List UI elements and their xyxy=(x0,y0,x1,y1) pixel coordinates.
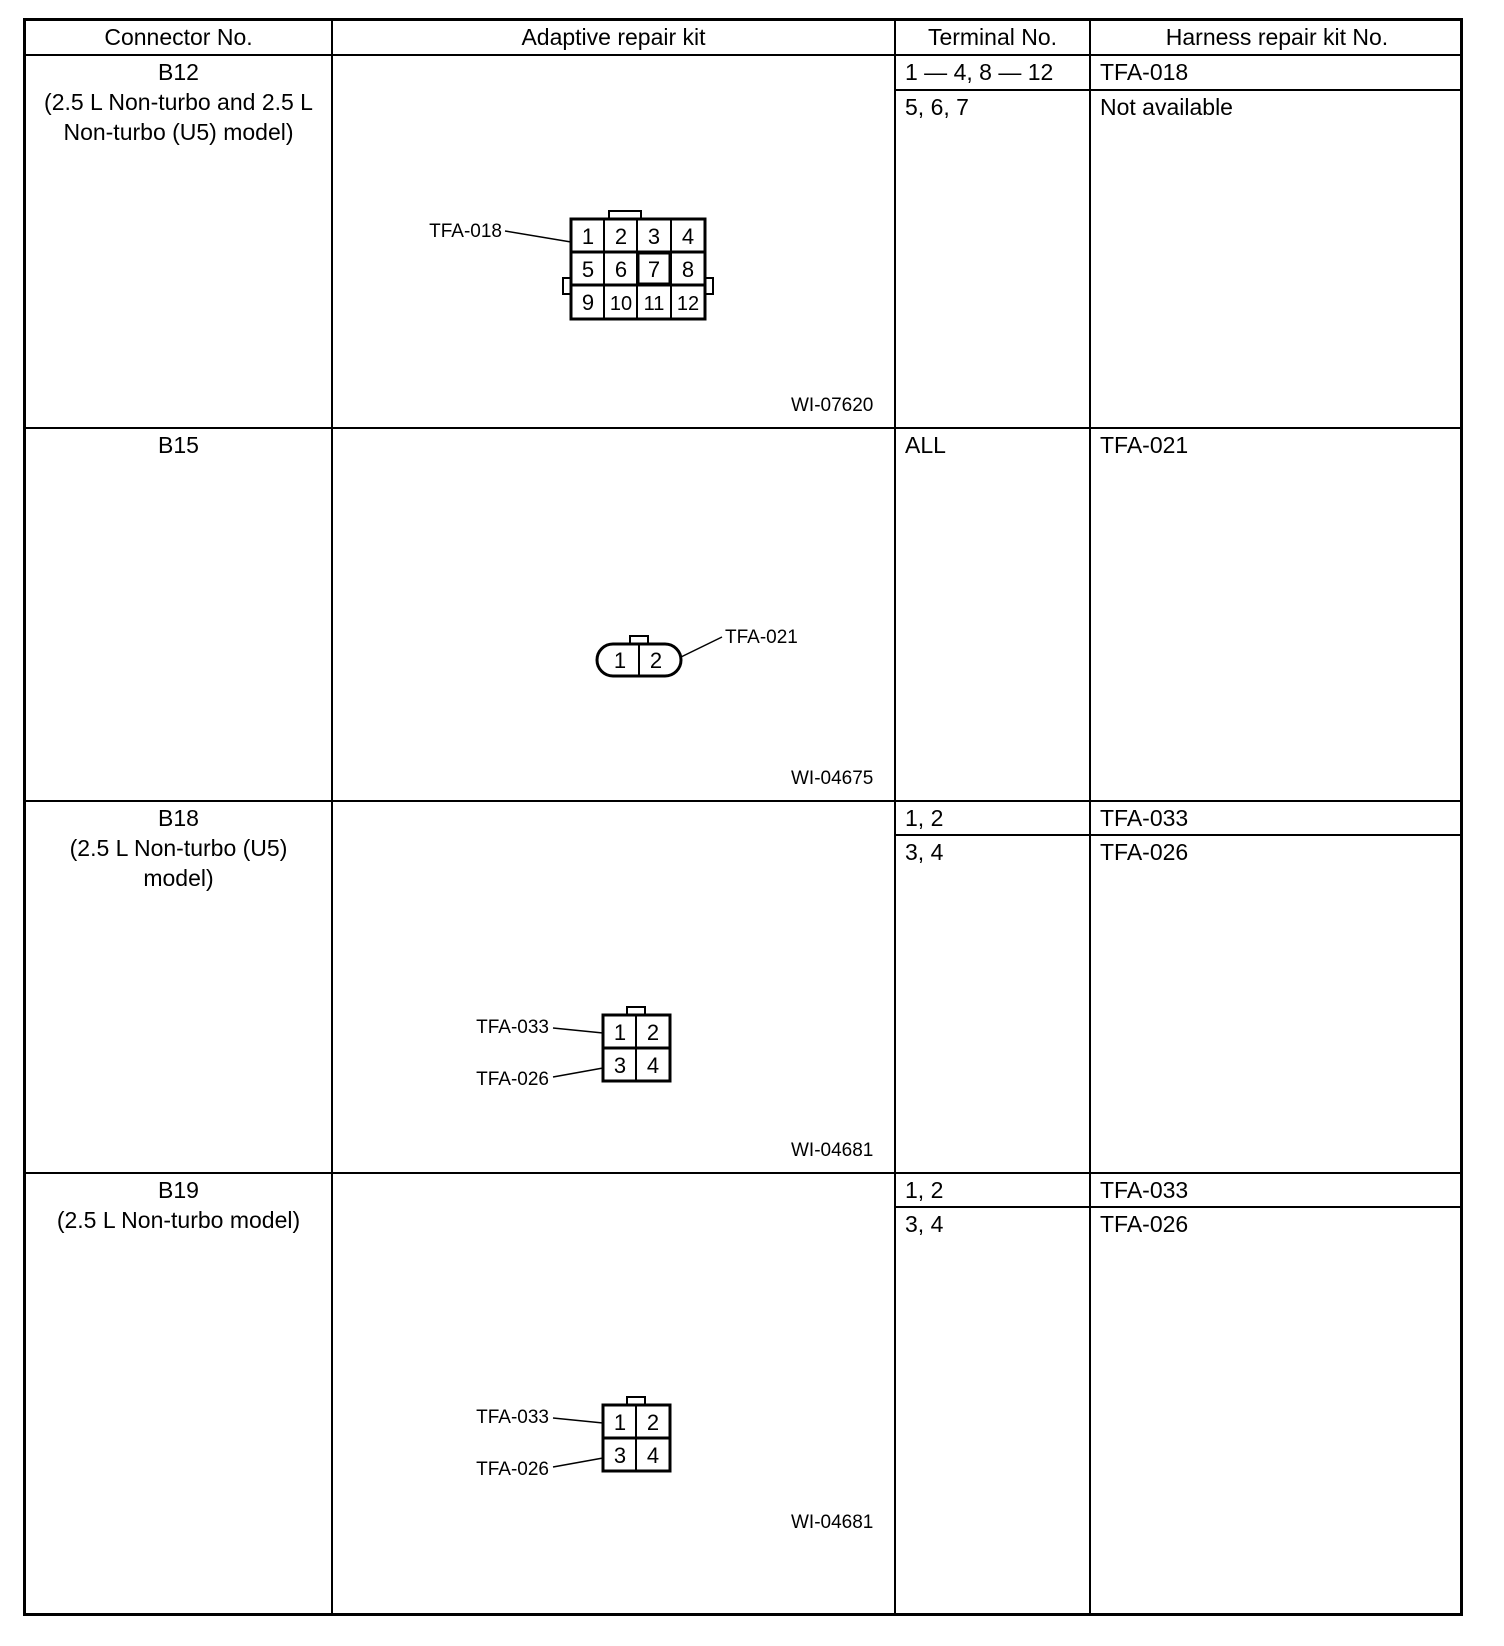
pin-label: 3 xyxy=(613,1053,627,1078)
pin-label: 2 xyxy=(614,224,628,249)
terminal-no: ALL xyxy=(905,432,946,458)
terminal-no: 1, 2 xyxy=(905,1177,944,1203)
pin-label: 12 xyxy=(676,293,700,315)
harness-kit-no: TFA-026 xyxy=(1100,839,1189,865)
connector-no: B12 xyxy=(158,59,199,85)
harness-kit-no: Not available xyxy=(1100,94,1233,120)
harness-kit-no: TFA-033 xyxy=(1100,1177,1189,1203)
header-terminal-no: Terminal No. xyxy=(927,24,1058,50)
pin-label: 10 xyxy=(609,293,633,315)
callout-label: TFA-026 xyxy=(476,1069,549,1090)
harness-kit-no: TFA-018 xyxy=(1100,59,1189,85)
pin-label: 6 xyxy=(614,257,628,282)
pin-label: 1 xyxy=(581,224,595,249)
pin-label: 1 xyxy=(613,1410,627,1435)
pin-label: 4 xyxy=(646,1053,660,1078)
connector-note: (2.5 L Non-turbo and 2.5 L Non-turbo (U5) model) xyxy=(44,89,313,145)
pin-label: 2 xyxy=(646,1410,660,1435)
header-connector-no: Connector No. xyxy=(104,24,253,50)
harness-kit-no: TFA-026 xyxy=(1100,1211,1189,1237)
terminal-no: 1 — 4, 8 — 12 xyxy=(905,59,1054,85)
pin-label: 4 xyxy=(646,1443,660,1468)
pin-label: 4 xyxy=(681,224,695,249)
pin-label: 3 xyxy=(613,1443,627,1468)
figure-code: WI-04681 xyxy=(791,1512,874,1533)
pin-label: 1 xyxy=(613,1020,627,1045)
connector-no: B19 xyxy=(158,1177,199,1203)
pin-label: 5 xyxy=(581,257,595,282)
callout-label: TFA-018 xyxy=(429,221,502,242)
pin-label: 1 xyxy=(613,648,627,673)
pin-label: 3 xyxy=(647,224,661,249)
pin-label: 11 xyxy=(643,293,665,315)
connector-no: B18 xyxy=(158,805,199,831)
terminal-no: 1, 2 xyxy=(905,805,944,831)
callout-label: TFA-033 xyxy=(476,1407,549,1428)
pin-label: 2 xyxy=(649,648,663,673)
connector-note: (2.5 L Non-turbo (U5) model) xyxy=(69,835,288,891)
pin-label: 9 xyxy=(581,290,595,315)
harness-kit-no: TFA-033 xyxy=(1100,805,1189,831)
figure-code: WI-04675 xyxy=(791,768,874,789)
callout-label: TFA-021 xyxy=(725,627,798,648)
terminal-no: 3, 4 xyxy=(905,1211,944,1237)
terminal-no: 5, 6, 7 xyxy=(905,94,969,120)
callout-label: TFA-033 xyxy=(476,1017,549,1038)
pin-label: 8 xyxy=(681,257,695,282)
harness-kit-no: TFA-021 xyxy=(1100,432,1189,458)
connector-note: (2.5 L Non-turbo model) xyxy=(56,1207,301,1233)
terminal-no: 3, 4 xyxy=(905,839,944,865)
callout-label: TFA-026 xyxy=(476,1459,549,1480)
figure-code: WI-04681 xyxy=(791,1140,874,1161)
figure-code: WI-07620 xyxy=(791,395,874,416)
header-adaptive-repair-kit: Adaptive repair kit xyxy=(521,24,706,50)
pin-label: 7 xyxy=(647,257,661,282)
connector-no: B15 xyxy=(158,432,199,458)
header-harness-repair-kit-no: Harness repair kit No. xyxy=(1165,24,1389,50)
pin-label: 2 xyxy=(646,1020,660,1045)
